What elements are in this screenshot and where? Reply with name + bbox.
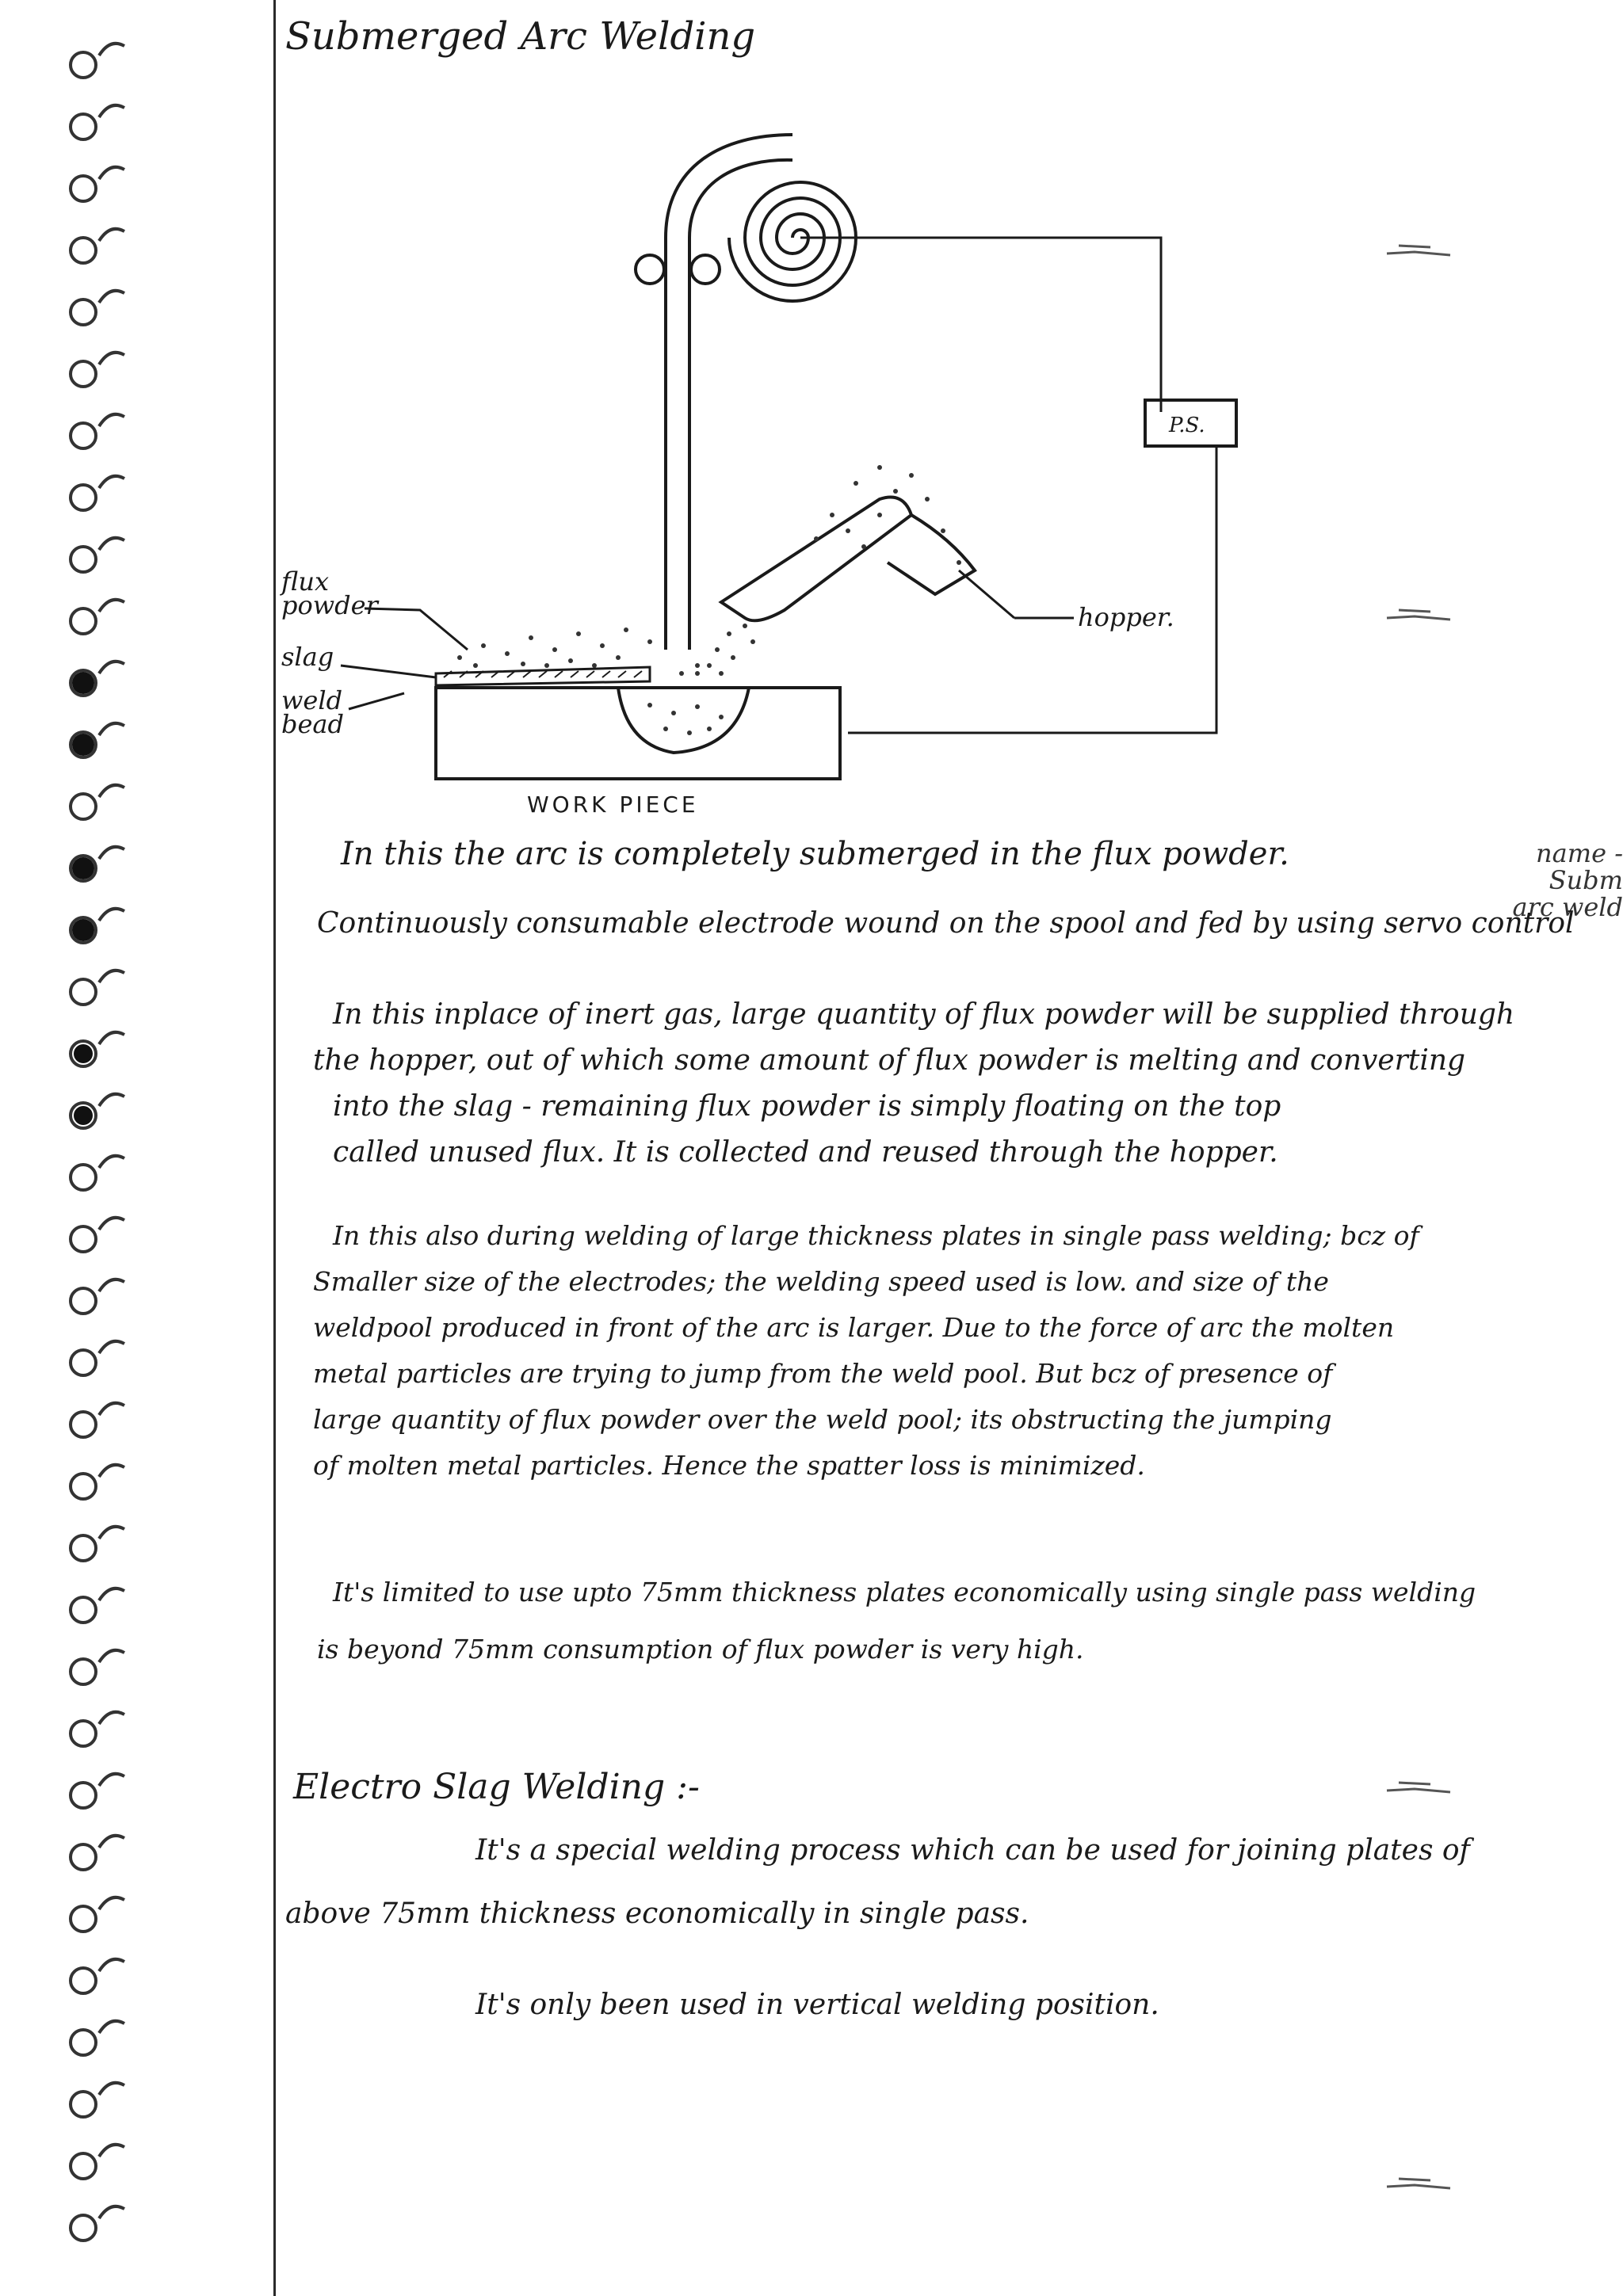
hopper	[721, 498, 975, 621]
paragraph-line: called unused flux. It is collected and reused through the hopper.	[333, 1136, 1278, 1169]
feed-roller	[691, 255, 720, 284]
paragraph-line: metal particles are trying to jump from the weld pool. But bcz of presence of	[313, 1358, 1333, 1389]
paragraph-line: In this inplace of inert gas, large quantity of flux powder will be supplied through	[333, 998, 1515, 1031]
hopper-label: hopper.	[1078, 602, 1174, 632]
paragraph-line: is beyond 75mm consumption of flux powder is very high.	[317, 1634, 1084, 1665]
flux-powder-label: flux	[281, 566, 329, 597]
section-heading: Electro Slag Welding :-	[293, 1767, 700, 1807]
margin-tick	[1383, 602, 1454, 626]
side-note: name - Subm arc weld	[1512, 838, 1623, 922]
feed-roller	[636, 255, 664, 284]
paragraph-line: weldpool produced in front of the arc is larger. Due to the force of arc the molten	[313, 1312, 1395, 1343]
paragraph-line: It's limited to use upto 75mm thickness plates economically using single pass welding	[333, 1577, 1476, 1608]
paragraph-line: In this the arc is completely submerged in the flux powder.	[341, 836, 1289, 872]
paragraph-line: of molten metal particles. Hence the spatter loss is minimized.	[313, 1450, 1145, 1481]
electrode-wire	[666, 135, 792, 238]
section-line: above 75mm thickness economically in single pass.	[285, 1897, 1029, 1930]
saw-diagram	[277, 119, 1308, 832]
section-line: It's a special welding process which can be used for joining plates of	[475, 1834, 1470, 1867]
weld-bead-label: weld	[281, 685, 343, 715]
spiral-binding	[0, 0, 254, 2296]
weld-bead-label: bead	[281, 709, 344, 739]
power-supply-label: P.S.	[1169, 414, 1205, 437]
work-piece-label: WORK PIECE	[527, 791, 699, 818]
paragraph-line: into the slag - remaining flux powder is simply floating on the top	[333, 1090, 1281, 1123]
margin-line	[273, 0, 276, 2296]
section-line: It's only been used in vertical welding position.	[475, 1989, 1159, 2021]
slag-layer	[436, 667, 650, 685]
paragraph-line: Smaller size of the electrodes; the welding speed used is low. and size of the	[313, 1266, 1329, 1297]
margin-tick	[1383, 1775, 1454, 1798]
slag-label: slag	[281, 642, 334, 672]
paragraph-line: the hopper, out of which some amount of flux powder is melting and converting	[313, 1044, 1466, 1077]
paragraph-line: large quantity of flux powder over the weld pool; its obstructing the jumping	[313, 1404, 1332, 1435]
electrode-spool	[729, 182, 856, 301]
margin-tick	[1383, 2171, 1454, 2195]
paragraph-line: Continuously consumable electrode wound on the spool and fed by using servo control	[317, 907, 1575, 940]
paragraph-line: In this also during welding of large thickness plates in single pass welding; bcz of	[333, 1220, 1419, 1251]
flux-powder-label: powder	[281, 590, 378, 620]
margin-tick	[1383, 238, 1454, 261]
page-title: Submerged Arc Welding	[285, 14, 756, 59]
weld-pool	[618, 688, 749, 753]
